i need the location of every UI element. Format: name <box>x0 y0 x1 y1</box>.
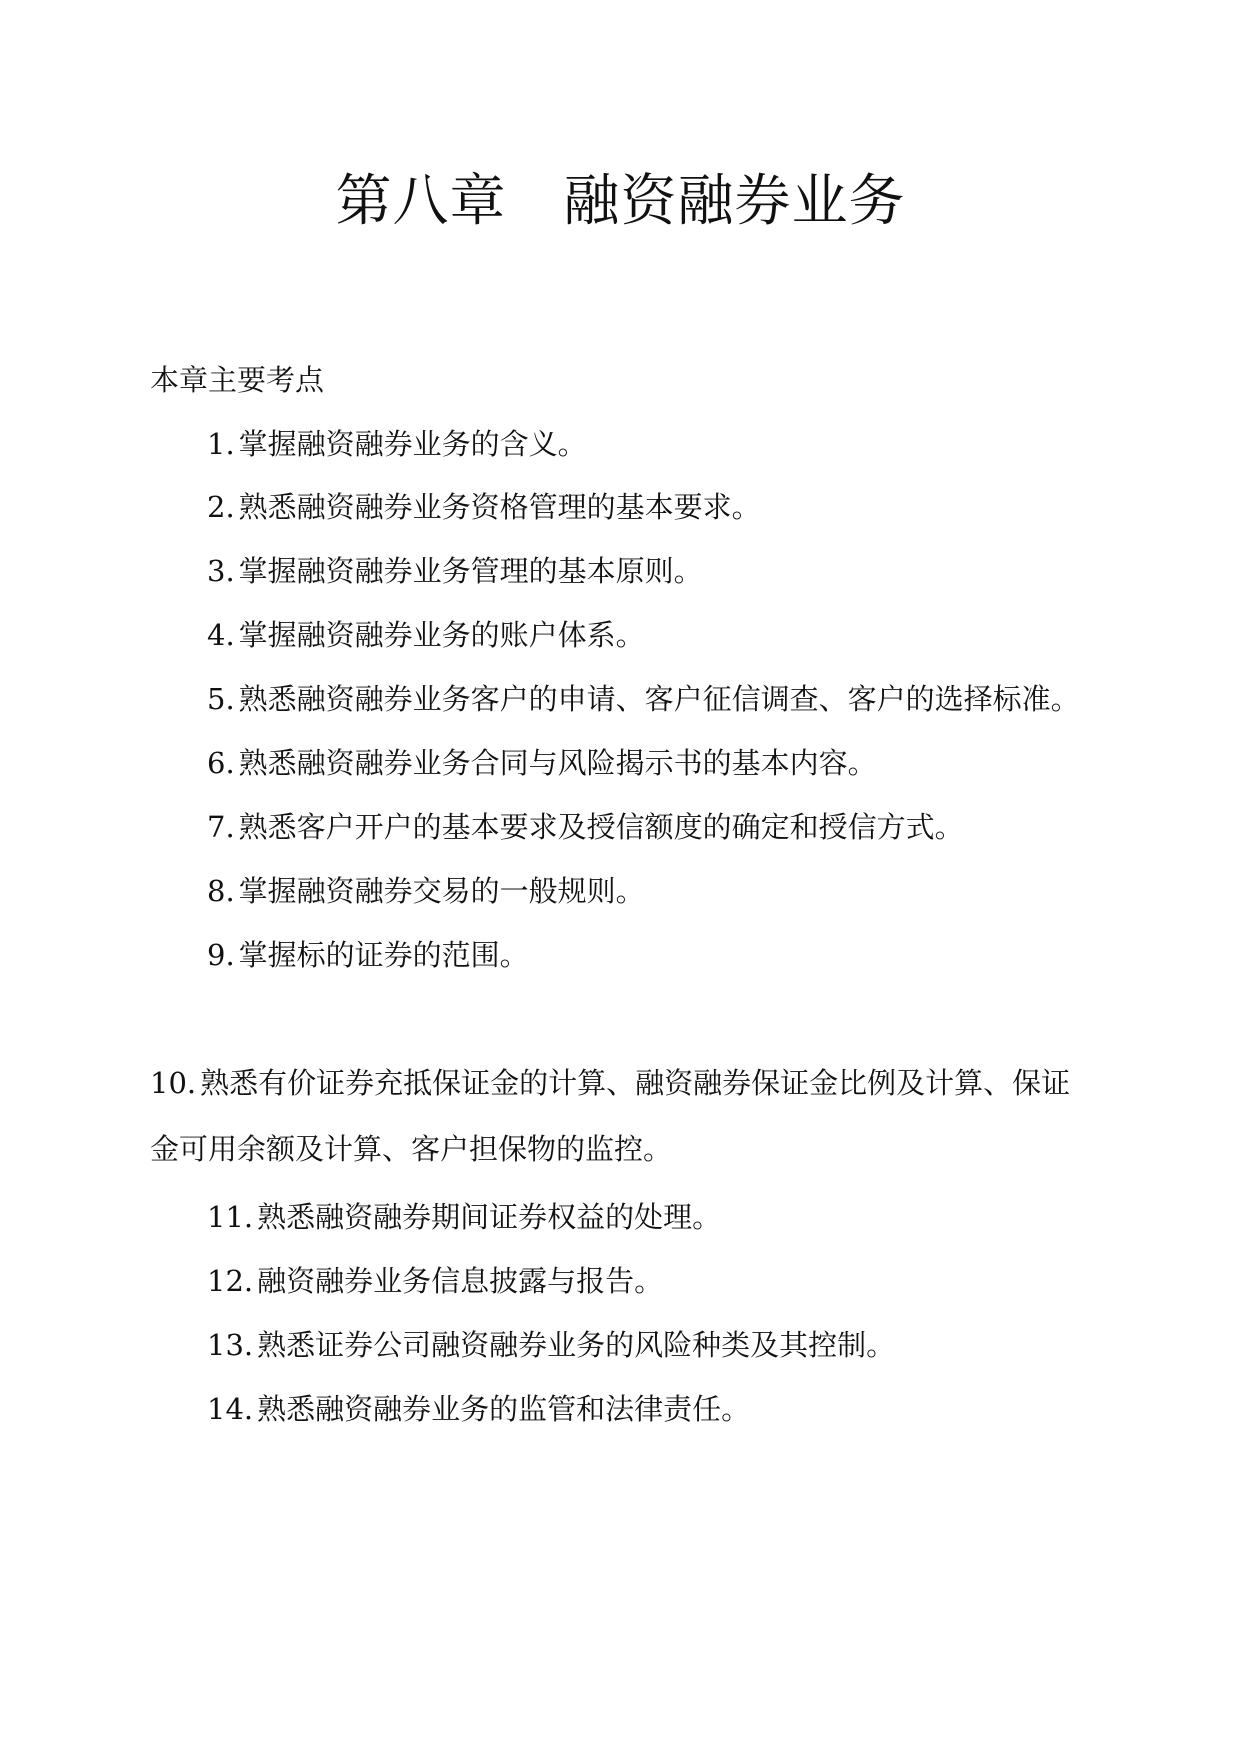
item-text: 掌握标的证券的范围。 <box>238 938 529 972</box>
item-text: 熟悉融资融券业务客户的申请、客户征信调查、客户的选择标准。 <box>238 682 1080 716</box>
list-item <box>207 549 703 593</box>
list-item <box>207 933 529 977</box>
list-item <box>207 422 587 466</box>
item-text: 融资融券业务信息披露与报告。 <box>257 1264 664 1298</box>
list-item <box>207 677 1080 721</box>
item-number: 8. <box>207 874 235 908</box>
item-number: 7. <box>207 810 235 844</box>
item-text: 熟悉证券公司融资融券业务的风险种类及其控制。 <box>257 1328 896 1362</box>
item-number: 10. <box>150 1066 197 1100</box>
item-number: 3. <box>207 554 235 588</box>
item-number: 1. <box>207 427 235 461</box>
item-text: 掌握融资融券业务管理的基本原则。 <box>238 554 703 588</box>
item-text: 掌握融资融券交易的一般规则。 <box>238 874 645 908</box>
item-number: 9. <box>207 938 235 972</box>
list-item <box>207 741 877 785</box>
item-text: 掌握融资融券业务的含义。 <box>238 427 587 461</box>
list-item <box>207 1259 663 1303</box>
item-text: 掌握融资融券业务的账户体系。 <box>238 618 645 652</box>
list-item <box>207 1323 895 1367</box>
item-text: 熟悉客户开户的基本要求及授信额度的确定和授信方式。 <box>238 810 964 844</box>
item-text: 熟悉融资融券业务资格管理的基本要求。 <box>238 490 761 524</box>
item-number: 4. <box>207 618 235 652</box>
item-text: 熟悉融资融券期间证券权益的处理。 <box>257 1200 722 1234</box>
item-number: 2. <box>207 490 235 524</box>
section-heading: 本章主要考点 <box>150 363 325 397</box>
item-number: 14. <box>207 1392 254 1426</box>
item-number: 11. <box>207 1200 254 1234</box>
list-item-wrapped <box>150 1050 1080 1182</box>
list-item <box>207 805 964 849</box>
item-text: 熟悉融资融券业务合同与风险揭示书的基本内容。 <box>238 746 877 780</box>
chapter-title: 第八章 融资融券业务 <box>335 169 906 234</box>
list-item <box>207 869 645 913</box>
item-text: 熟悉有价证券充抵保证金的计算、融资融券保证金比例及计算、保证金可用余额及计算、客户担保物的监控。 <box>150 1066 1071 1166</box>
item-number: 13. <box>207 1328 254 1362</box>
item-text: 熟悉融资融券业务的监管和法律责任。 <box>257 1392 751 1426</box>
item-number: 6. <box>207 746 235 780</box>
list-item <box>207 613 645 657</box>
list-item <box>207 485 761 529</box>
item-number: 5. <box>207 682 235 716</box>
item-number: 12. <box>207 1264 254 1298</box>
list-item <box>207 1195 721 1239</box>
list-item <box>207 1387 750 1431</box>
